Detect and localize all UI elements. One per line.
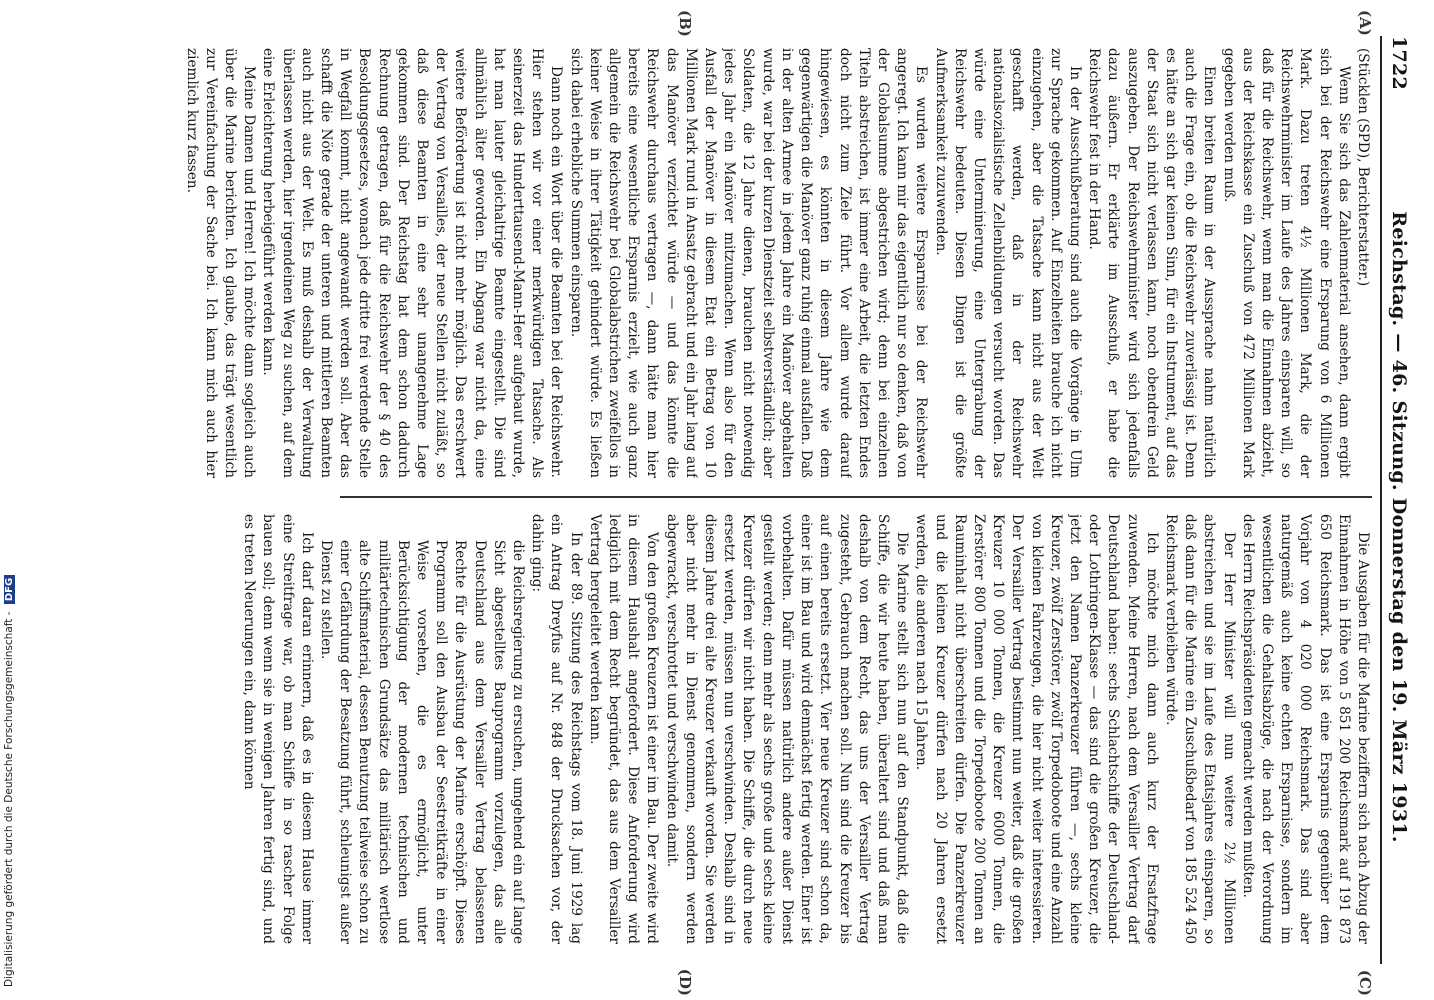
margin-mark-c: (C) — [1356, 969, 1374, 996]
quoted-motion: die Reichsregierung zu ersuchen, umgehend ein auf lange Sicht abgestelltes Bauprogramm vorzulegen, das alle Deutschland aus dem Versailler Vertrag belassenen Rechte für die Ausrüstung der Marine erschöpft. Dieses Programm soll den Ausbau der Seestreitkräfte in einer Weise vorsehen, die es ermöglicht, unter Berücksichtigung der modernen technischen und militärtechnischen Grundsätze das militärisch wertlose alte Schiffsmaterial, dessen Benutzung teilweise schon zu einer Gefährdung der Besatzung führt, schleunigst außer Dienst zu stellen. — [318, 540, 527, 944]
margin-mark-b: (B) — [676, 10, 694, 37]
paragraph: In der Ausschußberatung sind auch die Vorgänge in Ulm zur Sprache gekommen. Auf Einzelheiten brauche ich nicht einzugehen, aber die Tatsache kann nicht aus der Welt geschafft werden, daß in der Reichswehr nationalsozialistische Zellenbildungen versucht worden. Das würde eine Unterminierung, eine Untergrabung der Reichswehr bedeuten. Diesen Dingen ist die größte Aufmerksamkeit zuzuwenden. — [932, 48, 1083, 478]
paragraph: Meine Damen und Herren! Ich möchte dann sogleich auch über die Marine berichten. Ich glaube, das trägt wesentlich zur Vereinfachung der Sache bei. Ich kann mich auch hier ziemlich kurz fassen. — [183, 48, 258, 478]
footer-strip — [0, 0, 18, 1000]
funding-text: Digitalisierung gefördert durch die Deutsche Forschungsgemeinschaft - — [3, 611, 15, 987]
paragraph: Es wurden weitere Ersparnisse bei der Reichswehr angeregt. Ich kann mir das eigentlich nur so denken, daß von der Globalsumme abgestrichen wird; denn bei einzelnen Titeln abstreichen, ist immer eine Arbeit, die letzten Endes doch nicht zum Ziele führt. Vor allem wurde darauf hingewiesen, es könnten in diesem Jahre wie dem gegenwärtigen die Manöver ganz ruhig einmal ausfallen. Daß in der alten Armee in jedem Jahre ein Manöver abgehalten wurde, war bei der kurzen Dienstzeit selbstverständlich; aber Soldaten, die 12 Jahre dienen, brauchen nicht notwendig jedes Jahr ein Manöver mitzumachen. Wenn also für den Ausfall der Manöver in diesem Etat ein Betrag von 10 Millionen Mark rund in Ansatz gebracht und ein Jahr lang auf das Manöver verzichtet würde — und das könnte die Reichswehr durchaus vertragen —, dann hätte man hier bereits eine wesentliche Ersparnis erzielt, wie auch ganz allgemein die Reichswehr bei Globalabstrichen zweifellos in keiner Weise in ihrer Tätigkeit gehindert würde. Es ließen sich dabei erhebliche Summen einsparen. — [567, 48, 930, 478]
header-rule — [1380, 36, 1382, 964]
funding-note — [3, 7, 21, 987]
paragraph: Der Herr Minister will nun weitere 2½ Millionen abstreichen und sie im Laufe des Etatsjahres einsparen, so daß dann für die Marine ein Zuschußbedarf von 185 524 450 Reichsmark verbleiben würde. — [1162, 514, 1237, 944]
page-number: 1722 — [1388, 36, 1410, 91]
right-column — [30, 514, 1372, 944]
margin-mark-a: (A) — [1356, 10, 1374, 36]
paragraph: Dann noch ein Wort über die Beamten bei der Reichswehr. Hier stehen wir vor einer merkwürdigen Tatsache. Als seinerzeit das Hunderttausend-Mann-Heer aufgebaut wurde, hat man lauter gleichaltrige Beamte eingestellt. Die sind allmählich älter geworden. Ein Abgang war nicht da, eine weitere Beförderung ist nicht mehr möglich. Das erschwert der Vertrag von Versailles, der neue Stellen nicht zuläßt, so daß diese Beamten in eine sehr unangenehme Lage gekommen sind. Der Reichstag hat dem schon dadurch Rechnung getragen, daß für die Reichswehr der § 40 des Besoldungsgesetzes, wonach jede dritte frei werdende Stelle in Wegfall kommt, nicht angewandt werden soll. Aber das schafft die Nöte gerade der unteren und mittleren Beamten auch nicht aus der Welt. Es muß deshalb der Verwaltung überlassen werden, hier irgendeinen Weg zu suchen, auf dem eine Erleichterung herbeigeführt werden kann. — [260, 48, 565, 478]
column-rule — [340, 496, 1372, 498]
paragraph: Ich möchte mich dann auch kurz der Ersatzfrage zuwenden. Meine Herren, nach dem Versailler Vertrag darf Deutschland haben: sechs Schlachtschiffe der Deutschland- oder Lothringen-Klasse — das sind die großen Kreuzer, die jetzt den Namen Panzerkreuzer führen —, sechs kleine Kreuzer, zwölf Zerstörer, zwölf Torpedoboote und eine Anzahl von kleinen Fahrzeugen, die hier nicht weiter interessieren. Der Versailler Vertrag bestimmt nun weiter, daß die großen Kreuzer 10 000 Tonnen, die Kreuzer 6000 Tonnen, die Zerstörer 800 Tonnen und die Torpedoboote 200 Tonnen an Rauminhalt nicht überschreiten dürfen. Die Panzerkreuzer und die kleinen Kreuzer dürfen nach 20 Jahren ersetzt werden, die anderen nach 15 Jahren. — [913, 514, 1160, 944]
margin-mark-d: (D) — [676, 968, 694, 996]
paragraph: Die Marine stellt sich nun auf den Standpunkt, daß die Schiffe, die wir heute haben, überaltert sind und daß man deshalb von dem Recht, das uns der Versailler Vertrag zugesteht, Gebrauch machen soll. Nun sind die Kreuzer bis auf einen bereits ersetzt. Vier neue Kreuzer sind schon da, einer ist im Bau und wird demnächst fertig werden. Einer ist vorbehalten. Dafür müssen natürlich andere außer Dienst gestellt werden; denn mehr als sechs große und sechs kleine Kreuzer dürfen wir nicht haben. Die Schiffe, die durch neue ersetzt werden, müssen nun verschwinden. Deshalb sind in diesem Jahre drei alte Kreuzer verkauft worden. Sie werden aber nicht mehr in Dienst genommen, sondern werden abgewrackt, verschrottet und verschwinden damit. — [663, 514, 911, 944]
paragraph: Wenn Sie sich das Zahlenmaterial ansehen, dann ergibt sich bei der Reichswehr eine Ersparung von 6 Millionen Mark. Dazu treten 4½ Millionen Mark, die der Reichswehrminister im Laufe des Jahres einsparen will, so daß für die Reichswehr, wenn man die Einnahmen abzieht, aus der Reichskasse ein Zuschuß von 472 Millionen Mark gegeben werden muß. — [1220, 48, 1352, 478]
paragraph: Einen breiten Raum in der Aussprache nahm natürlich auch die Frage ein, ob die Reichswehr zuverlässig ist. Denn es hätte an sich gar keinen Sinn, für ein Instrument, auf das der Staat sich nicht verlassen kann, noch obendrein Geld auszugeben. Der Reichswehrminister wird sich jedenfalls dazu äußern. Er erklärte im Ausschuß, er habe die Reichswehr fest in der Hand. — [1086, 48, 1218, 478]
paragraph: Von den großen Kreuzern ist einer im Bau. Der zweite wird in diesem Haushalt angefordert. Diese Anforderung wird lediglich mit dem Recht begründet, das aus dem Versailler Vertrag hergeleitet werden kann. — [586, 514, 661, 944]
paragraph: Die Ausgaben für die Marine beziffern sich nach Abzug der Einnahmen in Höhe von 5 851 200 Reichsmark auf 191 873 650 Reichsmark. Das ist eine Ersparnis gegenüber dem Vorjahr von 4 020 000 Reichsmark. Das sind aber naturgemäß auch keine echten Ersparnisse, sondern im wesentlichen die Gehaltsabzüge, die nach der Verordnung des Herrn Reichspräsidenten gemacht werden mußten. — [1239, 514, 1371, 944]
page-header — [1388, 36, 1416, 964]
left-column — [30, 48, 1372, 478]
page-title: Reichstag. — 46. Sitzung. Donnerstag den 19. März 1931. — [1388, 211, 1410, 843]
speaker-line: (Stücklen (SPD), Berichterstatter.) — [1355, 48, 1371, 287]
dfg-logo: DFG — [4, 575, 15, 604]
paragraph: Ich darf daran erinnern, daß es in diesem Hause immer eine Streitfrage war, ob man Schiffe in so rascher Folge bauen soll; denn wenn sie in wenigen Jahren fertig sind, und es treten Neuerungen ein, dann können — [241, 514, 315, 944]
paragraph: In der 89. Sitzung des Reichstags vom 18. Juni 1929 lag ein Antrag Dreyfus auf Nr. 848 der Drucksachen vor, der dahin ging: — [529, 514, 584, 944]
